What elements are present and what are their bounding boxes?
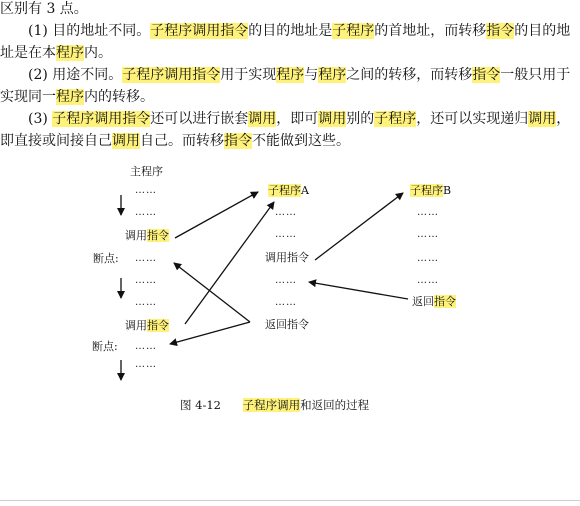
subroutine-a-return-label: 返回指令 bbox=[265, 318, 309, 331]
highlighted-term: 指令 bbox=[486, 23, 515, 39]
main-dots-4: …… bbox=[135, 275, 157, 286]
breakpoint-1-label: 断点: bbox=[93, 252, 119, 265]
main-dots-5: …… bbox=[135, 297, 157, 308]
highlighted-term: 指令 bbox=[434, 295, 456, 308]
main-call-1-label: 调用指令 bbox=[125, 229, 169, 242]
highlighted-term: 子程序 bbox=[268, 184, 301, 197]
highlighted-term: 调用 bbox=[528, 111, 557, 127]
highlighted-term: 子程序调用 bbox=[242, 398, 301, 412]
highlighted-term: 指令 bbox=[147, 319, 169, 332]
highlighted-term: 调用 bbox=[318, 111, 347, 127]
highlighted-term: 调用 bbox=[248, 111, 277, 127]
sub-b-dots-2: …… bbox=[417, 229, 439, 240]
return-arrow-2 bbox=[170, 322, 250, 344]
figure-caption-number: 图 4-12 bbox=[180, 398, 221, 412]
main-dots-7: …… bbox=[135, 359, 157, 370]
highlighted-term: 子程序调用指令 bbox=[122, 67, 221, 83]
point-3-paragraph: (3) 子程序调用指令还可以进行嵌套调用，即可调用别的子程序，还可以实现递归调用，即直接或间接自己调用自己。而转移指令不能做到这些。 bbox=[0, 111, 571, 149]
sub-b-dots-4: …… bbox=[417, 275, 439, 286]
figure-caption-text: 子程序调用和返回的过程 bbox=[242, 398, 370, 412]
highlighted-term: 调用 bbox=[112, 133, 140, 149]
subroutine-a-title: 子程序A bbox=[268, 184, 309, 197]
main-program-title: 主程序 bbox=[130, 165, 163, 178]
sub-a-dots-1: …… bbox=[275, 207, 297, 218]
main-dots-1: …… bbox=[135, 185, 157, 196]
return-b-arrow bbox=[309, 282, 408, 299]
sub-b-dots-3: …… bbox=[417, 253, 439, 264]
figure-4-12 bbox=[0, 160, 580, 420]
highlighted-term: 子程序 bbox=[332, 23, 375, 39]
intro-line: 区别有 3 点。 bbox=[0, 1, 88, 17]
highlighted-term: 子程序调用指令 bbox=[150, 23, 249, 39]
return-arrow-1 bbox=[174, 263, 250, 322]
point-1-paragraph: (1) 目的地址不同。子程序调用指令的目的地址是子程序的首地址，而转移指令的目的地址是在本程序内。 bbox=[0, 23, 571, 61]
highlighted-term: 程序 bbox=[318, 67, 347, 83]
sub-a-dots-2: …… bbox=[275, 229, 297, 240]
sub-b-dots-1: …… bbox=[417, 207, 439, 218]
sub-a-dots-3: …… bbox=[275, 275, 297, 286]
breakpoint-2-label: 断点: bbox=[92, 340, 118, 353]
call-a-arrow-1 bbox=[175, 192, 258, 238]
highlighted-term: 程序 bbox=[56, 89, 84, 105]
highlighted-term: 指令 bbox=[472, 67, 501, 83]
highlighted-term: 子程序 bbox=[374, 111, 417, 127]
highlighted-term: 程序 bbox=[276, 67, 305, 83]
subroutine-b-return-label: 返回指令 bbox=[412, 295, 456, 308]
figure-caption bbox=[180, 397, 369, 413]
page-bottom-rule bbox=[0, 500, 580, 501]
subroutine-a-call-label: 调用指令 bbox=[265, 251, 309, 264]
call-b-arrow bbox=[315, 193, 403, 260]
main-dots-6: …… bbox=[135, 341, 157, 352]
highlighted-term: 程序 bbox=[56, 45, 84, 61]
highlighted-term: 子程序调用指令 bbox=[52, 111, 151, 127]
subroutine-b-title: 子程序B bbox=[410, 184, 452, 197]
main-call-2-label: 调用指令 bbox=[125, 319, 169, 332]
sub-a-dots-4: …… bbox=[275, 297, 297, 308]
highlighted-term: 指令 bbox=[224, 133, 252, 149]
highlighted-term: 指令 bbox=[147, 229, 169, 242]
main-dots-2: …… bbox=[135, 207, 157, 218]
point-2-paragraph: (2) 用途不同。子程序调用指令用于实现程序与程序之间的转移，而转移指令一般只用于实现同一程序内的转移。 bbox=[0, 67, 571, 105]
main-dots-3: …… bbox=[135, 253, 157, 264]
highlighted-term: 子程序 bbox=[410, 184, 443, 197]
flow-arrows bbox=[0, 160, 580, 420]
